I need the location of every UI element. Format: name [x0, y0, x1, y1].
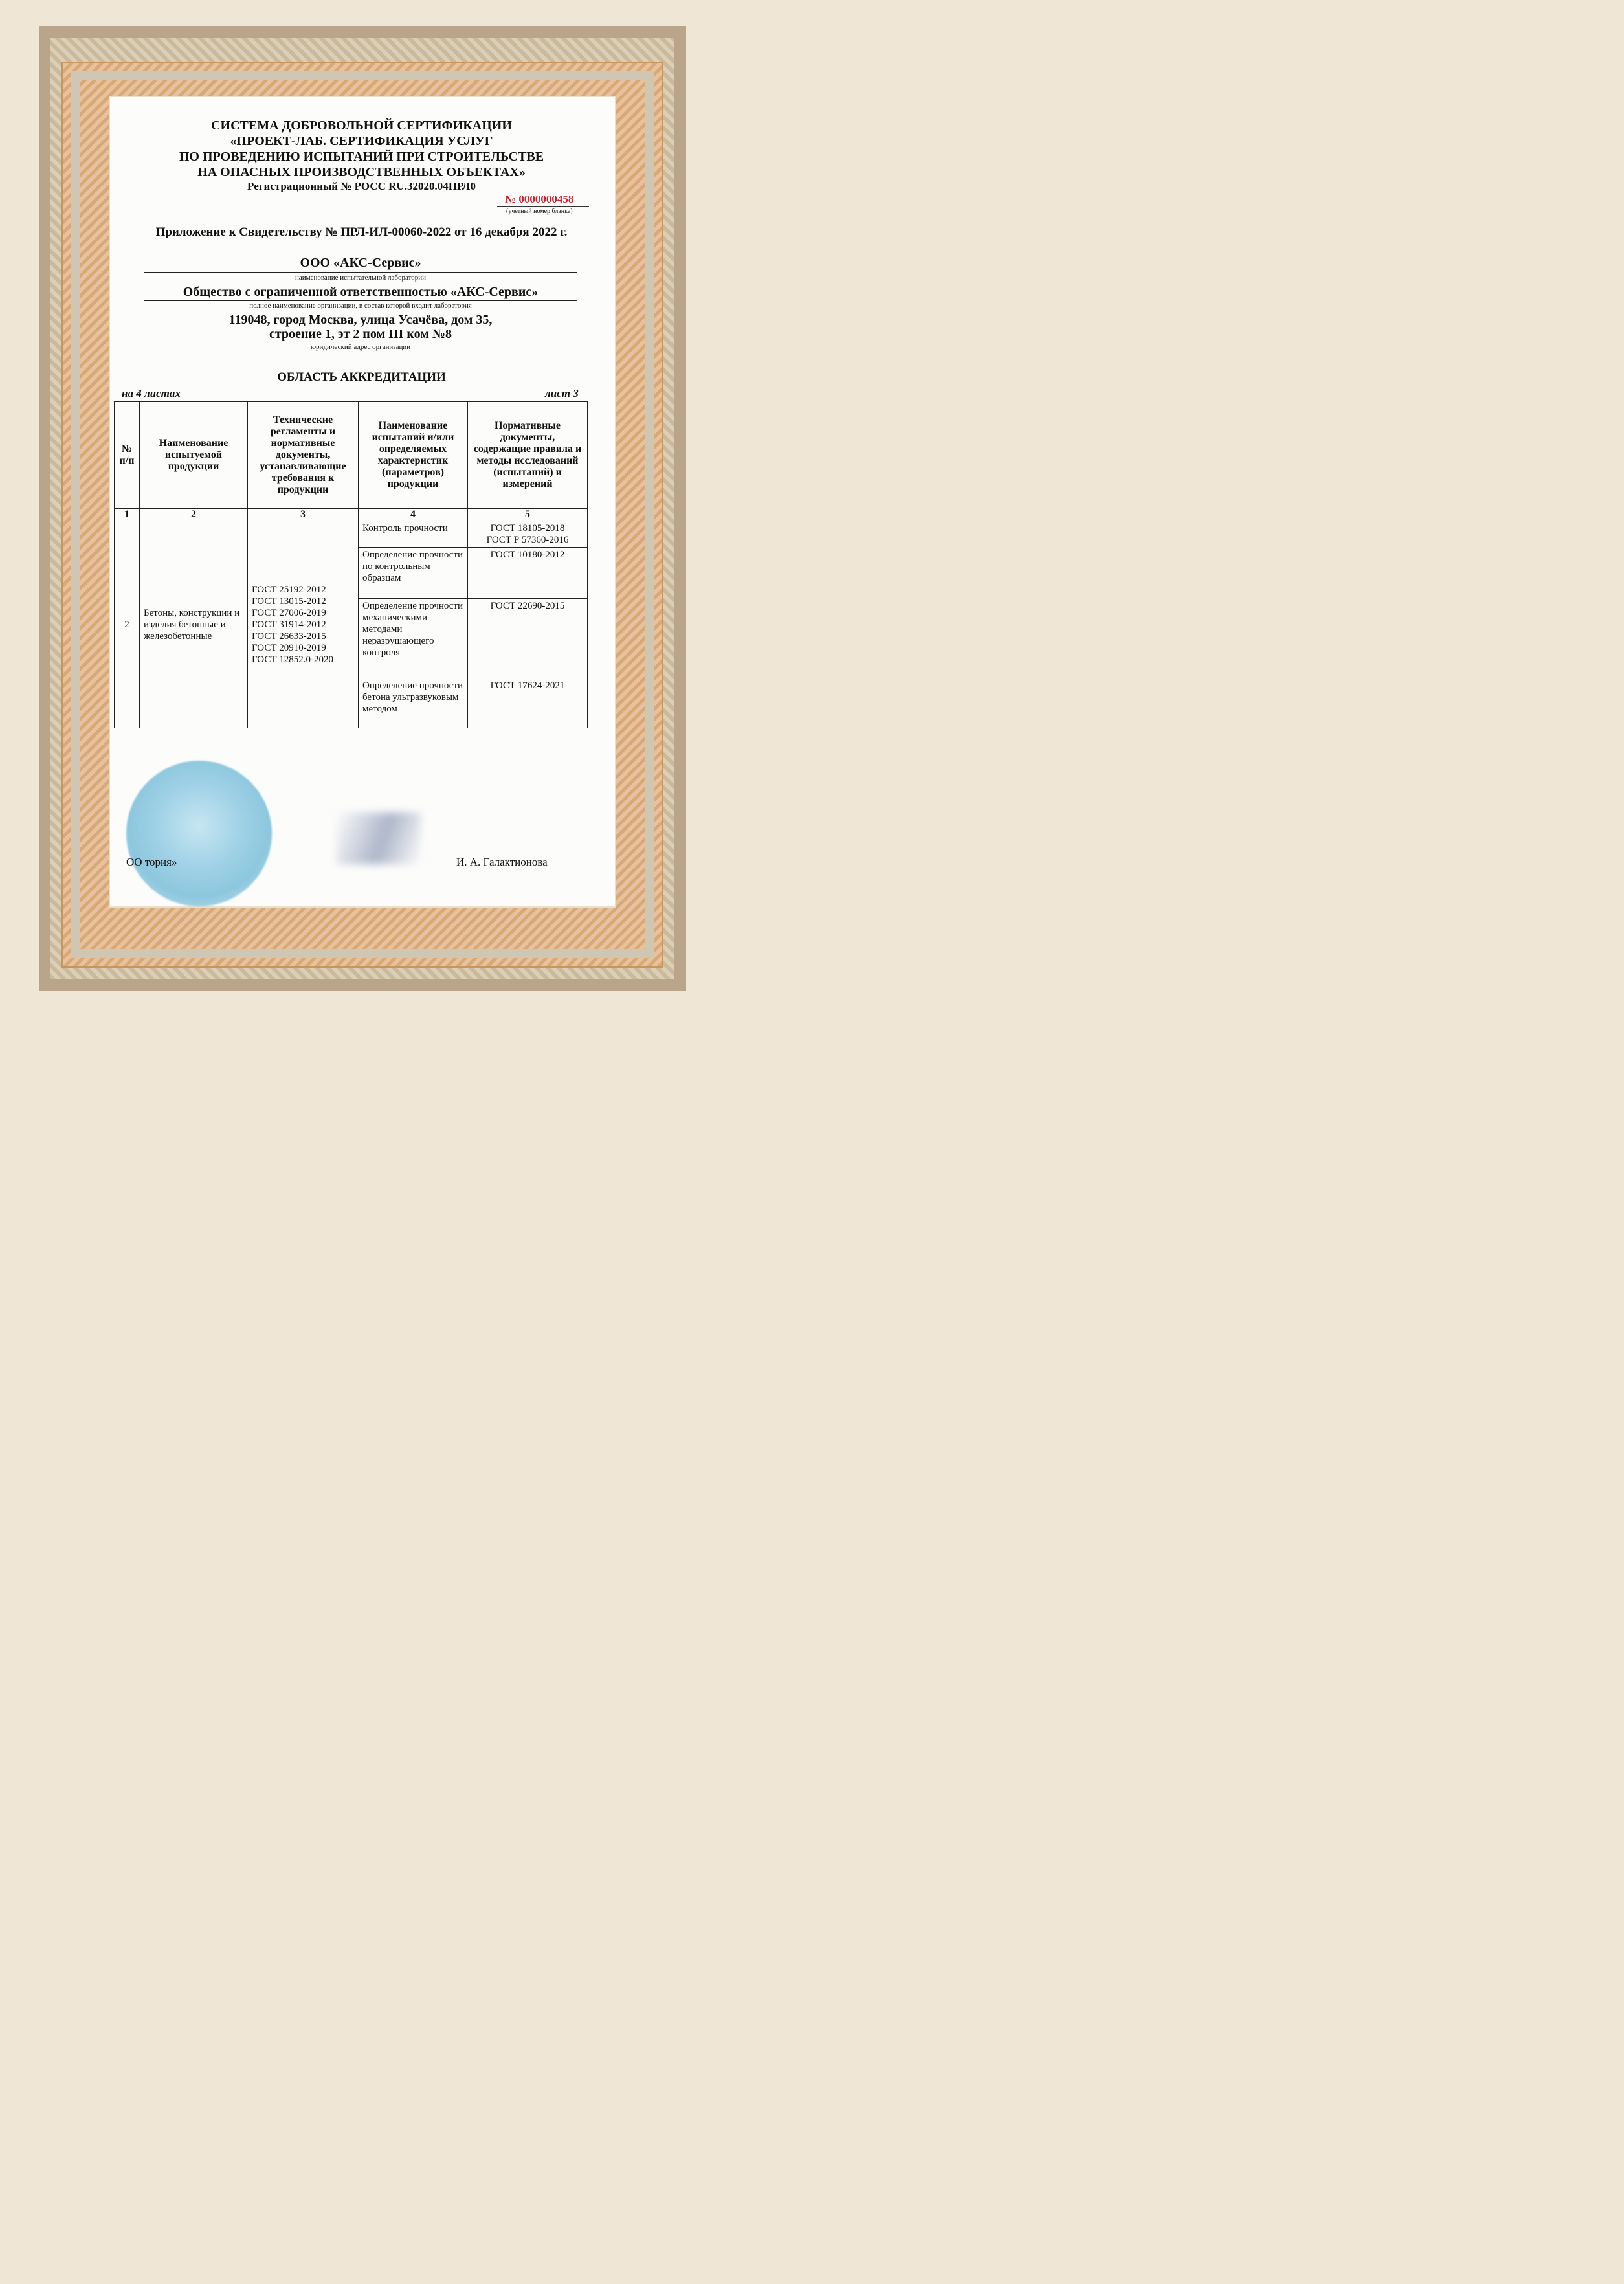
lab-name-rule — [144, 272, 577, 273]
sheet-number: лист 3 — [545, 387, 579, 399]
sheets-total: на 4 листах — [122, 387, 181, 399]
accreditation-table — [114, 401, 588, 728]
header-line-1: СИСТЕМА ДОБРОВОЛЬНОЙ СЕРТИФИКАЦИИ — [211, 118, 512, 133]
organization-name: Общество с ограниченной ответственностью «АКС-Сервис» — [183, 285, 539, 299]
column-number: 3 — [248, 509, 359, 521]
header-cell-no: № п/п — [115, 402, 140, 509]
registration-number: Регистрационный № РОСС RU.32020.04ПРЛ0 — [247, 180, 476, 192]
organization-caption: полное наименование организации, в состав которой входит лаборатория — [249, 302, 472, 309]
product-name: Бетоны, конструкции и изделия бетонные и железобетонные — [140, 521, 248, 728]
signatory-name: И. А. Галактионова — [456, 856, 548, 868]
table-header-row — [115, 402, 588, 509]
lab-name: ООО «АКС-Сервис» — [300, 256, 421, 270]
blank-number: № 0000000458 — [505, 193, 574, 205]
accreditation-area-title: ОБЛАСТЬ АККРЕДИТАЦИИ — [277, 370, 446, 384]
test-documents: ГОСТ 18105-2018 ГОСТ Р 57360-2016 — [468, 521, 588, 548]
blurred-signature — [337, 812, 421, 864]
header-cell-tests: Наименование испытаний и/или определяемых характеристик (параметров) продукции — [359, 402, 468, 509]
test-name: Определение прочности по контрольным образцам — [359, 548, 468, 599]
appendix-title: Приложение к Свидетельству № ПРЛ-ИЛ-00060-2022 от 16 декабря 2022 г. — [155, 225, 568, 239]
address-caption: юридический адрес организации — [310, 343, 411, 351]
column-number: 4 — [359, 509, 468, 521]
header-cell-product: Наименование испытуемой продукции — [140, 402, 248, 509]
table-row — [115, 521, 588, 548]
lab-name-caption: наименование испытательной лаборатории — [295, 274, 427, 282]
row-number: 2 — [115, 521, 140, 728]
address-line-2: строение 1, эт 2 пом III ком №8 — [269, 327, 452, 341]
header-line-4: НА ОПАСНЫХ ПРОИЗВОДСТВЕННЫХ ОБЪЕКТАХ» — [197, 165, 526, 179]
blurred-stamp — [126, 761, 272, 906]
column-number-row — [115, 509, 588, 521]
test-name: Контроль прочности — [359, 521, 468, 548]
column-number: 1 — [115, 509, 140, 521]
header-line-3: ПО ПРОВЕДЕНИЮ ИСПЫТАНИЙ ПРИ СТРОИТЕЛЬСТВЕ — [179, 150, 544, 164]
header-line-2: «ПРОЕКТ-ЛАБ. СЕРТИФИКАЦИЯ УСЛУГ — [230, 134, 493, 148]
column-number: 2 — [140, 509, 248, 521]
blank-number-caption: (учетный номер бланка) — [506, 208, 573, 215]
signatory-position: ОО тория» — [126, 856, 177, 868]
test-documents: ГОСТ 22690-2015 — [468, 599, 588, 678]
column-number: 5 — [468, 509, 588, 521]
organization-rule — [144, 300, 577, 301]
header-cell-regulations: Технические регламенты и нормативные документы, устанавливающие требования к продукции — [248, 402, 359, 509]
header-cell-methods: Нормативные документы, содержащие правила и методы исследований (испытаний) и измерений — [468, 402, 588, 509]
test-documents: ГОСТ 10180-2012 — [468, 548, 588, 599]
test-documents: ГОСТ 17624-2021 — [468, 678, 588, 728]
test-name: Определение прочности бетона ультразвуковым методом — [359, 678, 468, 728]
address-line-1: 119048, город Москва, улица Усачёва, дом 35, — [228, 313, 493, 327]
test-name: Определение прочности механическими методами неразрушающего контроля — [359, 599, 468, 678]
regulation-documents: ГОСТ 25192-2012 ГОСТ 13015-2012 ГОСТ 27006-2019 ГОСТ 31914-2012 ГОСТ 26633-2015 ГОСТ 20910-2019 ГОСТ 12852.0-2020 — [248, 521, 359, 728]
blank-number-underline — [497, 206, 589, 207]
